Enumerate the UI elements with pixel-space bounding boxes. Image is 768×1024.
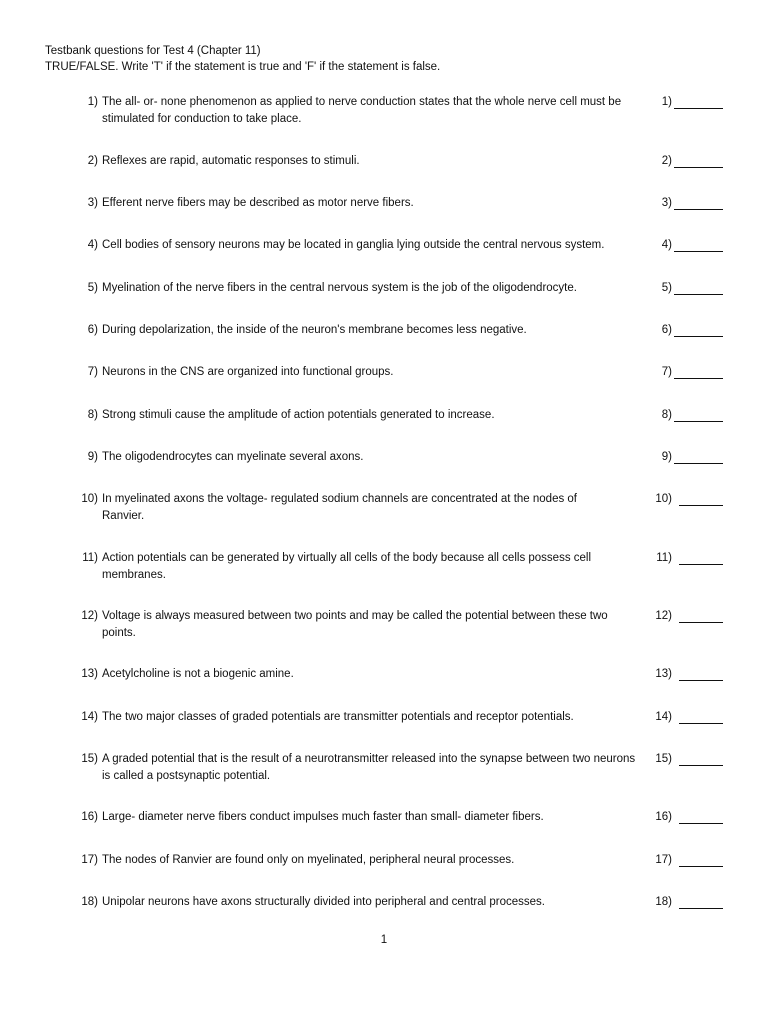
answer-blank[interactable] xyxy=(679,564,723,565)
question-number: 5) xyxy=(87,282,98,294)
document-header xyxy=(45,43,725,75)
answer-label: 15) xyxy=(655,753,672,765)
answer-blank[interactable] xyxy=(679,723,723,724)
question-text: The all- or- none phenomenon as applied to nerve conduction states that the whole nerve cell must be stimulated for conduction to take place. xyxy=(102,96,622,125)
question-text: A graded potential that is the result of a neurotransmitter released into the synapse between two neurons is called a postsynaptic potential. xyxy=(102,753,636,782)
question-12 xyxy=(0,608,768,648)
question-number: 14) xyxy=(81,711,98,723)
answer-label: 5) xyxy=(661,282,672,294)
answer-blank[interactable] xyxy=(674,209,723,210)
question-number: 7) xyxy=(87,366,98,378)
answer-blank[interactable] xyxy=(674,336,723,337)
answer-label: 6) xyxy=(661,324,672,336)
question-text: Voltage is always measured between two points and may be called the potential between these two points. xyxy=(102,610,608,639)
question-5 xyxy=(0,280,768,320)
answer-label: 13) xyxy=(655,668,672,680)
answer-blank[interactable] xyxy=(679,765,723,766)
answer-blank[interactable] xyxy=(674,463,723,464)
question-number: 8) xyxy=(87,409,98,421)
question-text: Myelination of the nerve fibers in the central nervous system is the job of the oligodendrocyte. xyxy=(102,282,577,294)
question-6 xyxy=(0,322,768,362)
question-number: 9) xyxy=(87,451,98,463)
question-number: 6) xyxy=(87,324,98,336)
answer-label: 12) xyxy=(655,610,672,622)
question-17 xyxy=(0,852,768,892)
answer-label: 17) xyxy=(655,854,672,866)
question-number: 2) xyxy=(87,155,98,167)
question-15 xyxy=(0,751,768,791)
question-number: 18) xyxy=(81,896,98,908)
question-3 xyxy=(0,195,768,235)
question-number: 1) xyxy=(87,96,98,108)
question-text: In myelinated axons the voltage- regulated sodium channels are concentrated at the nodes of Ranvier. xyxy=(102,493,577,522)
question-1 xyxy=(0,94,768,134)
question-number: 15) xyxy=(81,753,98,765)
question-number: 4) xyxy=(87,239,98,251)
answer-blank[interactable] xyxy=(679,823,723,824)
answer-blank[interactable] xyxy=(674,108,723,109)
question-number: 3) xyxy=(87,197,98,209)
question-number: 10) xyxy=(81,493,98,505)
answer-label: 3) xyxy=(661,197,672,209)
question-text: The oligodendrocytes can myelinate several axons. xyxy=(102,451,364,463)
question-text: During depolarization, the inside of the neuron's membrane becomes less negative. xyxy=(102,324,527,336)
question-number: 12) xyxy=(81,610,98,622)
answer-label: 14) xyxy=(655,711,672,723)
answer-label: 9) xyxy=(661,451,672,463)
question-text: Efferent nerve fibers may be described as motor nerve fibers. xyxy=(102,197,414,209)
answer-label: 16) xyxy=(655,811,672,823)
question-text: The nodes of Ranvier are found only on myelinated, peripheral neural processes. xyxy=(102,854,515,866)
question-13 xyxy=(0,666,768,706)
answer-blank[interactable] xyxy=(674,294,723,295)
answer-blank[interactable] xyxy=(679,680,723,681)
answer-label: 11) xyxy=(656,552,672,564)
question-number: 13) xyxy=(81,668,98,680)
question-11 xyxy=(0,550,768,590)
question-number: 16) xyxy=(81,811,98,823)
question-text: The two major classes of graded potentials are transmitter potentials and receptor potentials. xyxy=(102,711,574,723)
question-16 xyxy=(0,809,768,849)
answer-blank[interactable] xyxy=(674,421,723,422)
question-text: Large- diameter nerve fibers conduct impulses much faster than small- diameter fibers. xyxy=(102,811,544,823)
answer-blank[interactable] xyxy=(679,622,723,623)
question-text: Action potentials can be generated by virtually all cells of the body because all cells possess cell membranes. xyxy=(102,552,592,581)
question-2 xyxy=(0,153,768,193)
answer-label: 4) xyxy=(661,239,672,251)
question-4 xyxy=(0,237,768,277)
answer-label: 10) xyxy=(655,493,672,505)
answer-label: 8) xyxy=(661,409,672,421)
question-text: Strong stimuli cause the amplitude of action potentials generated to increase. xyxy=(102,409,495,421)
question-9 xyxy=(0,449,768,489)
question-text: Acetylcholine is not a biogenic amine. xyxy=(102,668,294,680)
question-number: 11) xyxy=(82,552,98,564)
question-10 xyxy=(0,491,768,531)
answer-blank[interactable] xyxy=(674,378,723,379)
answer-blank[interactable] xyxy=(679,505,723,506)
answer-blank[interactable] xyxy=(674,167,723,168)
answer-blank[interactable] xyxy=(674,251,723,252)
document-title: Testbank questions for Test 4 (Chapter 11) xyxy=(45,45,261,57)
question-text: Reflexes are rapid, automatic responses to stimuli. xyxy=(102,155,360,167)
answer-label: 1) xyxy=(661,96,672,108)
question-18 xyxy=(0,894,768,934)
answer-label: 2) xyxy=(661,155,672,167)
question-text: Cell bodies of sensory neurons may be located in ganglia lying outside the central nervous system. xyxy=(102,239,605,251)
question-8 xyxy=(0,407,768,447)
answer-label: 18) xyxy=(655,896,672,908)
question-text: Unipolar neurons have axons structurally divided into peripheral and central processes. xyxy=(102,896,545,908)
page-number: 1 xyxy=(380,934,388,946)
question-7 xyxy=(0,364,768,404)
question-number: 17) xyxy=(81,854,98,866)
answer-label: 7) xyxy=(661,366,672,378)
question-14 xyxy=(0,709,768,749)
instructions: TRUE/FALSE. Write 'T' if the statement is true and 'F' if the statement is false. xyxy=(45,61,441,73)
question-text: Neurons in the CNS are organized into functional groups. xyxy=(102,366,394,378)
answer-blank[interactable] xyxy=(679,866,723,867)
answer-blank[interactable] xyxy=(679,908,723,909)
